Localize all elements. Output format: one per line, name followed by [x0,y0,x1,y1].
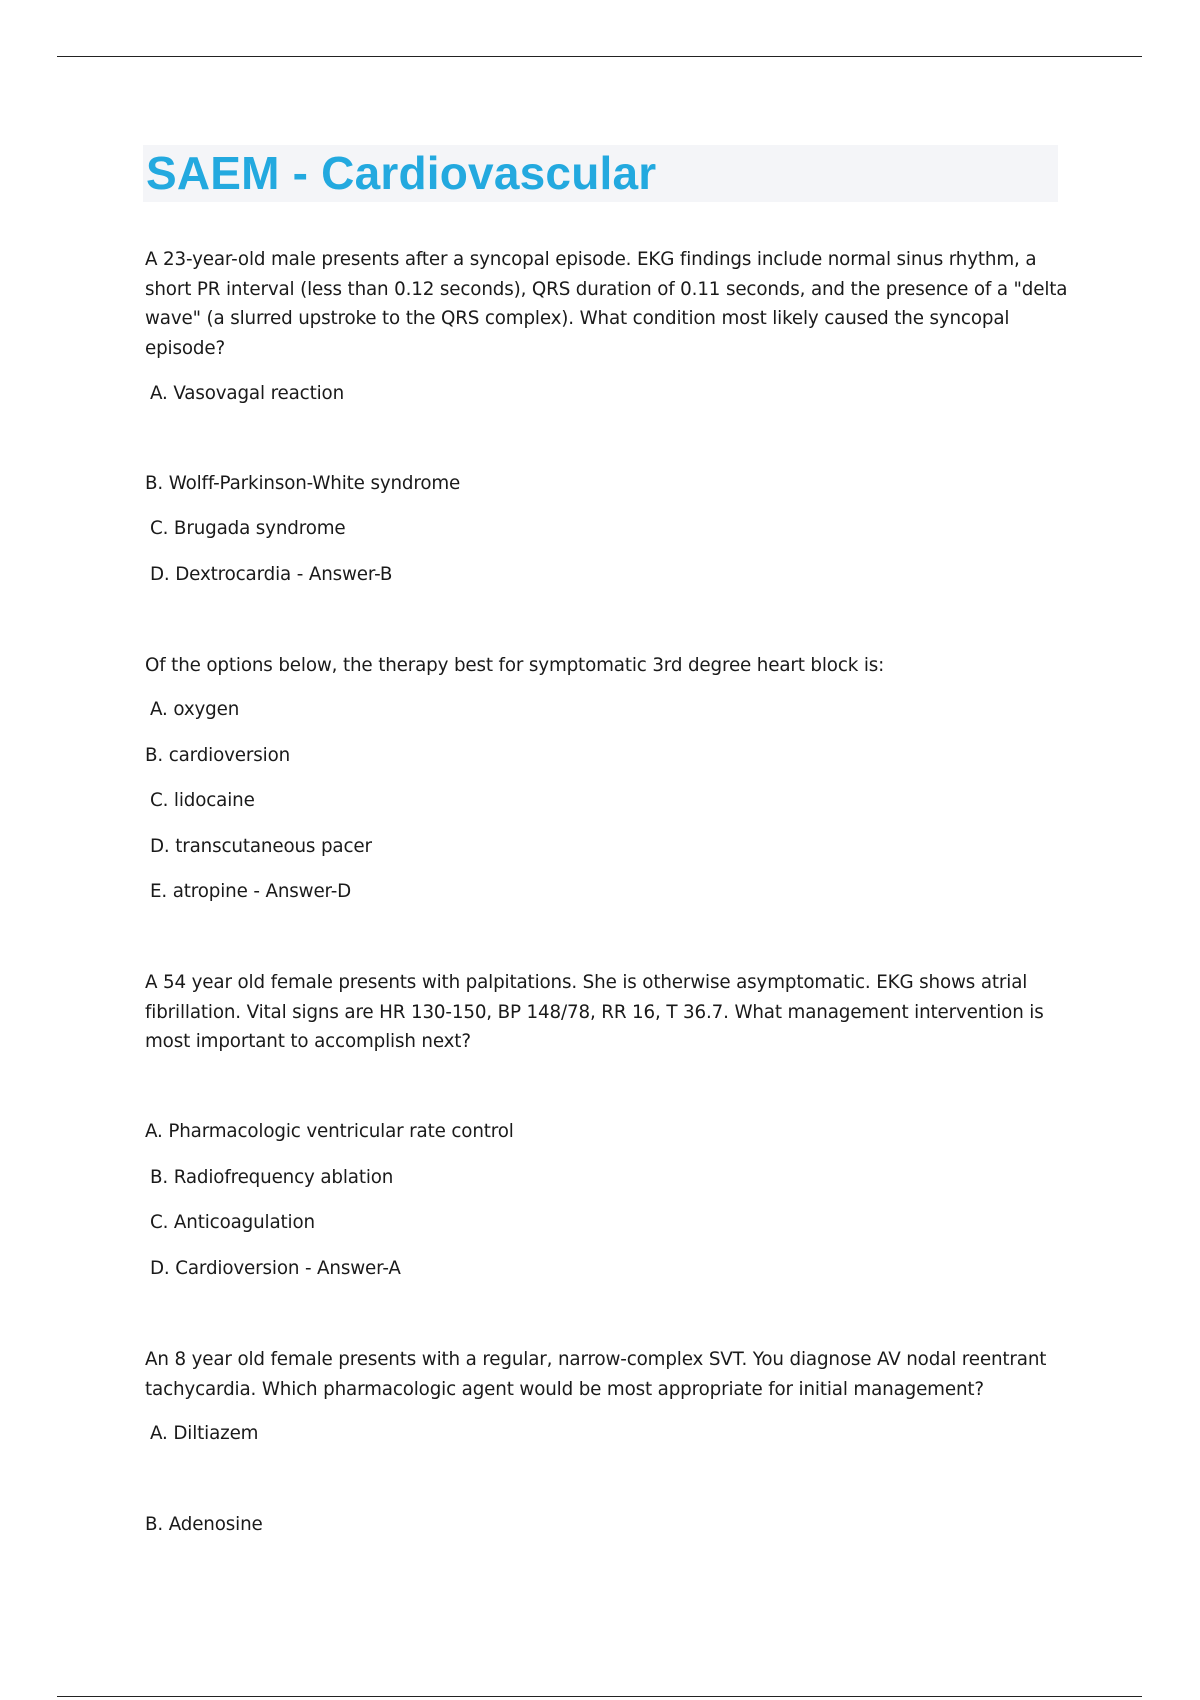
question-2-option-e: E. atropine - Answer-D [150,881,352,902]
question-3-option-b: B. Radiofrequency ablation [150,1167,394,1188]
question-1-option-a: A. Vasovagal reaction [150,383,345,404]
question-2-stem: Of the options below, the therapy best for symptomatic 3rd degree heart block is: [145,655,885,676]
question-2-option-b: B. cardioversion [145,745,291,766]
question-1-option-d: D. Dextrocardia - Answer-B [150,564,393,585]
question-3-option-a: A. Pharmacologic ventricular rate control [145,1121,514,1142]
question-3-option-d: D. Cardioversion - Answer-A [150,1258,401,1279]
question-2-option-a: A. oxygen [150,699,240,720]
question-4-stem: An 8 year old female presents with a regular, narrow-complex SVT. You diagnose AV nodal reentrant tachycardia. Which pharmacologic agent would be most appropriate for initial management? [145,1349,1047,1400]
question-3-option-c: C. Anticoagulation [150,1212,315,1233]
question-1-option-b: B. Wolff-Parkinson-White syndrome [145,473,461,494]
question-4-option-a: A. Diltiazem [150,1423,259,1444]
header-rule [57,56,1142,57]
question-3-stem: A 54 year old female presents with palpitations. She is otherwise asymptomatic. EKG shows atrial fibrillation. Vital signs are HR 130-150, BP 148/78, RR 16, T 36.7. What management intervention is most important to accomplish next? [145,972,1044,1052]
question-1-stem: A 23-year-old male presents after a syncopal episode. EKG findings include normal sinus rhythm, a short PR interval (less than 0.12 seconds), QRS duration of 0.11 seconds, and the presence of a "delta wave" (a slurred upstroke to the QRS complex). What condition most likely caused the syncopal episode? [145,249,1068,359]
document-title: SAEM - Cardiovascular [146,147,657,199]
question-1-option-c: C. Brugada syndrome [150,518,346,539]
question-2-option-d: D. transcutaneous pacer [150,836,372,857]
question-4-option-b: B. Adenosine [145,1514,263,1535]
footer-rule [57,1696,1142,1697]
question-2-option-c: C. lidocaine [150,790,255,811]
